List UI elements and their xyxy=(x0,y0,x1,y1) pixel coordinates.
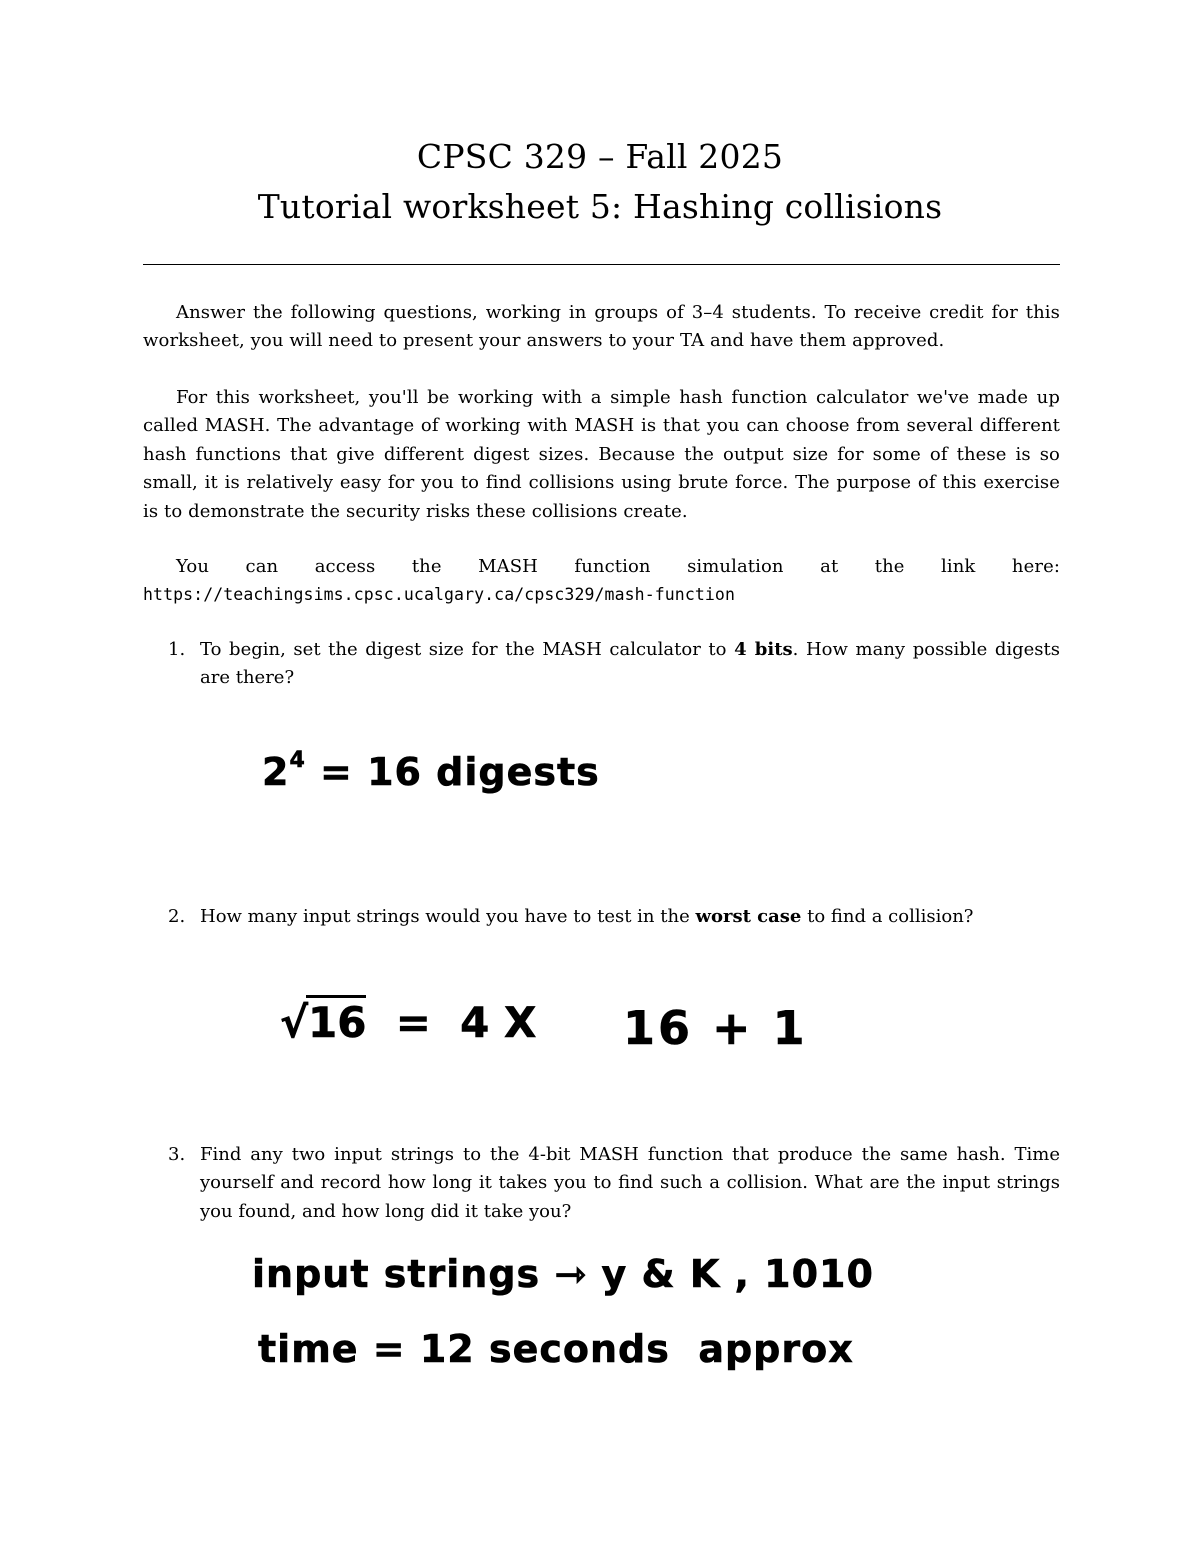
sqrt-symbol: √ xyxy=(280,998,309,1047)
worksheet-title: Tutorial worksheet 5: Hashing collisions xyxy=(257,187,943,226)
handwritten-answer-2-alt: 16 + 1 xyxy=(623,1001,808,1055)
mash-simulation-link[interactable]: https://teachingsims.cpsc.ucalgary.ca/cpsc329/mash-function xyxy=(143,585,735,605)
intro-paragraph-instructions: Answer the following questions, working in groups of 3–4 students. To receive credit for this worksheet, you will need to present your answers to your TA and have them approved. xyxy=(143,302,1060,352)
intro-paragraph-mash: For this worksheet, you'll be working with a simple hash function calculator we've made up called MASH. The advantage of working with MASH is that you can choose from several different hash functions that give different digest sizes. Because the output size for some of these is so small, it is relatively easy for you to find collisions using brute force. The purpose of this exercise is to demonstrate the security risks these collisions create. xyxy=(143,387,1060,522)
emphasis: 4 bits xyxy=(734,639,793,660)
title-divider xyxy=(143,264,1060,265)
question-text: How many input strings would you have to test in the worst case to find a collision? xyxy=(200,906,974,927)
radicand: 16 xyxy=(306,995,366,1047)
handwritten-answer-3-time: time = 12 seconds approx xyxy=(258,1327,854,1371)
link-prefix: You can access the MASH function simulation at the link here: xyxy=(176,556,1060,577)
exponent: 4 xyxy=(289,748,306,773)
handwritten-answer-2: √16 = 4 X xyxy=(280,995,536,1047)
question-text: To begin, set the digest size for the MASH calculator to 4 bits. How many possible digests are there? xyxy=(200,639,1061,689)
handwritten-answer-3-strings: input strings ⇾ y & K , 1010 xyxy=(252,1252,874,1296)
question-number: 2. xyxy=(168,906,186,927)
handwritten-answer-1: $2^4 = 16$ digests xyxy=(262,748,600,794)
question-number: 3. xyxy=(168,1144,186,1165)
emphasis: worst case xyxy=(695,906,802,927)
intro-paragraph-link xyxy=(143,553,1060,610)
question-number: 1. xyxy=(168,639,186,660)
question-text: Find any two input strings to the 4-bit MASH function that produce the same hash. Time yourself and record how long it takes you to find such a collision. What are the input strings you found, and how long did it take you? xyxy=(200,1144,1060,1222)
course-title: CPSC 329 – Fall 2025 xyxy=(416,137,784,176)
